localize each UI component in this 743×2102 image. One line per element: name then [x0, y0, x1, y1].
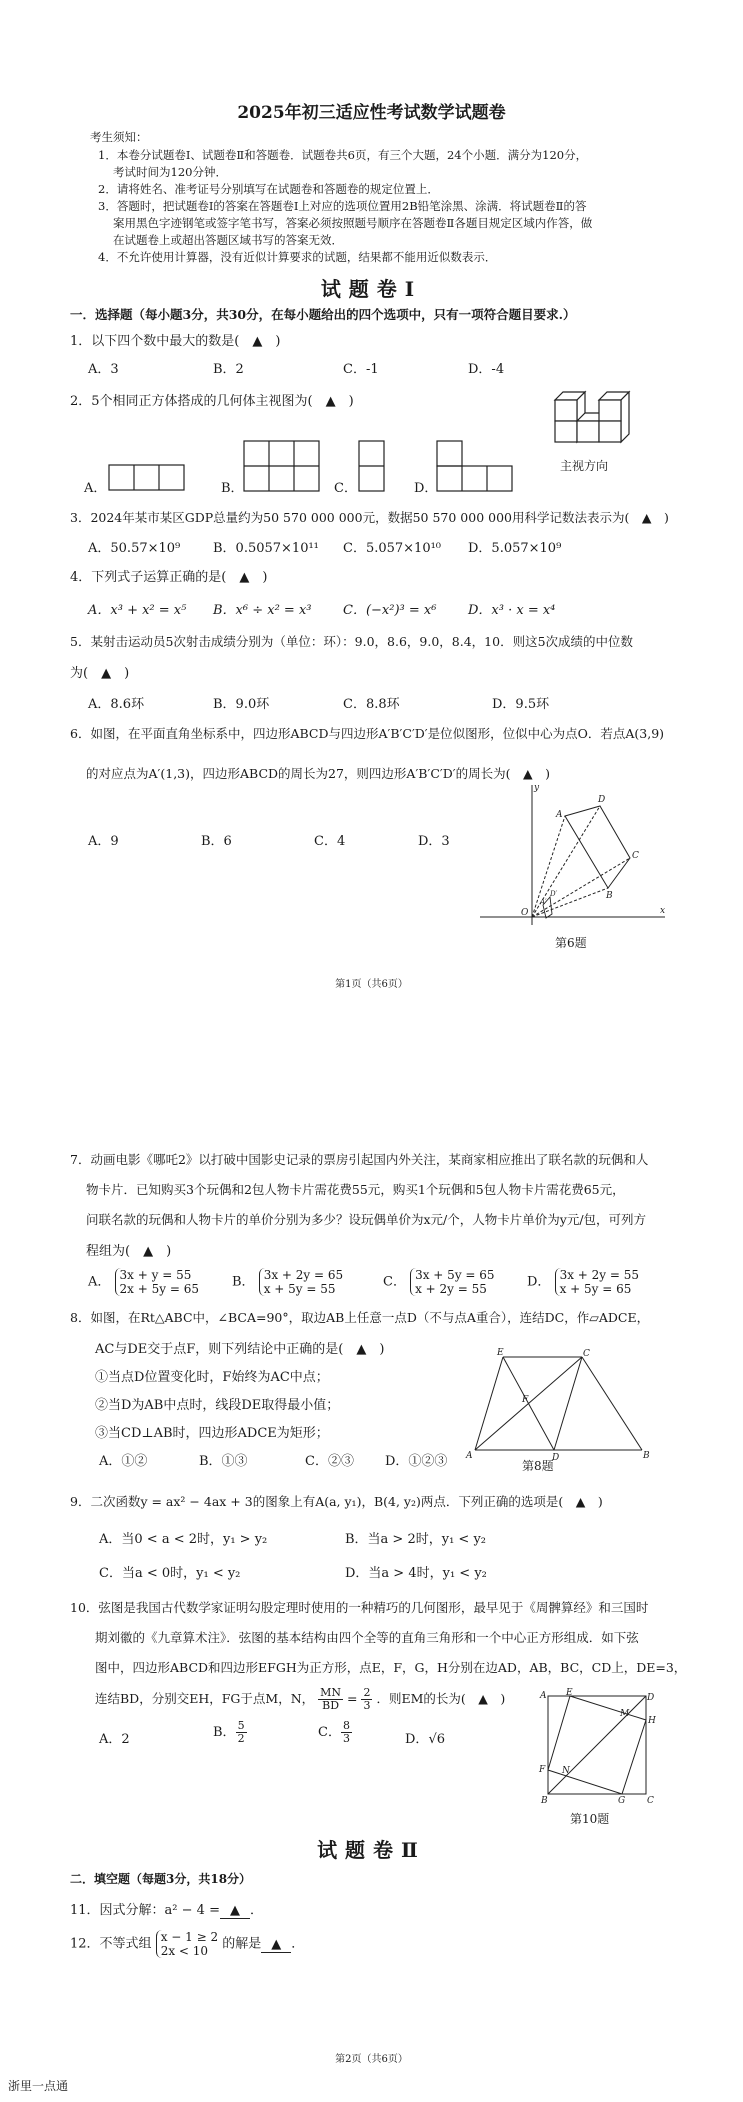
- q4-stem: 4．下列式子运算正确的是( ▲ ): [70, 570, 268, 585]
- q11-answer-blank: ▲: [220, 1903, 250, 1919]
- q9-option-d: D．当a > 4时，y₁ < y₂: [345, 1566, 487, 1581]
- q10-stem: 10．弦图是我国古代数学家证明勾股定理时使用的一种精巧的几何图形，最早见于《周髀算经》和三国时: [70, 1600, 649, 1615]
- q3-option-c: C．5.057×10¹⁰: [343, 541, 442, 556]
- q2-solid-figure: [553, 383, 643, 443]
- q7-stem: 7．动画电影《哪吒2》以打破中国影史记录的票房引起国内外关注，某商家相应推出了联名款的玩偶和人: [70, 1152, 649, 1167]
- q1-option-b: B．2: [213, 362, 244, 377]
- notice-line: 在试题卷上或超出答题区域书写的答案无效．: [113, 233, 343, 247]
- q2-option-a-label: A．: [84, 481, 107, 496]
- svg-text:D: D: [647, 1693, 655, 1703]
- q9-option-b: B．当a > 2时，y₁ < y₂: [345, 1532, 487, 1547]
- notice-line: 案用黑色字迹钢笔或签字笔书写，答案必须按照题号顺序在答题卷Ⅱ各题目规定区域内作答，做: [113, 216, 593, 230]
- svg-text:D′: D′: [550, 890, 558, 898]
- q4-option-a: A．x³ + x² = x⁵: [88, 603, 187, 618]
- q1-option-d: D．-4: [468, 362, 505, 377]
- svg-text:H: H: [648, 1716, 656, 1726]
- q5-stem-cont: 为( ▲ ): [70, 666, 130, 681]
- svg-text:E: E: [566, 1688, 573, 1698]
- page1-number: 第1页（共6页）: [335, 979, 408, 990]
- q2-option-c-figure: [358, 440, 388, 495]
- svg-text:D: D: [552, 1453, 560, 1463]
- q9-stem: 9．二次函数y = ax² − 4ax + 3的图象上有A(a, y₁)，B(4, y₂)两点．下列正确的选项是( ▲ ): [70, 1494, 603, 1509]
- svg-text:A′: A′: [540, 898, 547, 906]
- q5-option-b: B．9.0环: [213, 697, 270, 712]
- q8-stem: 8．如图，在Rt△ABC中，∠BCA=90°，取边AB上任意一点D（不与点A重合），连结DC，作▱ADCE，: [70, 1310, 650, 1325]
- q2-option-d-label: D．: [414, 481, 438, 496]
- svg-text:N: N: [562, 1766, 570, 1776]
- svg-text:x: x: [660, 906, 666, 916]
- part1-title: 试题卷Ⅰ: [320, 277, 423, 301]
- q7-stem-cont: 物卡片．已知购买3个玩偶和2包人物卡片需花费55元，购买1个玩偶和5包人物卡片需花费65元，: [86, 1182, 625, 1197]
- q6-stem-cont: 的对应点为A′(1,3)，四边形ABCD的周长为27，则四边形A′B′C′D′的周长为( ▲ ): [86, 766, 550, 781]
- watermark-text: 浙里一点通: [8, 2079, 69, 2093]
- q10-option-c: C． $\frac{8}{3}$: [318, 1719, 350, 1745]
- exam-title: 2025年初三适应性考试数学试题卷: [237, 103, 506, 123]
- q11-stem: 11．因式分解：a² − 4 = ▲ ．: [70, 1903, 263, 1918]
- q8-statement-2: ②当D为AB中点时，线段DE取得最小值；: [95, 1398, 340, 1413]
- q10-option-a: A．2: [99, 1732, 130, 1747]
- svg-text:C: C: [583, 1349, 590, 1359]
- q8-figure: [466, 1348, 660, 1463]
- svg-text:B: B: [643, 1451, 650, 1461]
- q6-option-b: B．6: [201, 834, 232, 849]
- q2-view-label: 主视方向: [560, 459, 609, 473]
- q7-option-c: C． 3x + 5y = 65 x + 2y = 55: [383, 1268, 495, 1296]
- svg-text:C: C: [647, 1796, 654, 1806]
- q4-option-c: C．(−x²)³ = x⁶: [343, 603, 437, 618]
- q5-option-a: A．8.6环: [88, 697, 145, 712]
- q4-option-d: D．x³ · x = x⁴: [468, 603, 556, 618]
- q3-stem: 3．2024年某市某区GDP总量约为50 570 000 000元，数据50 570 000 000用科学记数法表示为( ▲ ): [70, 510, 669, 525]
- q12-answer-blank: ▲: [261, 1937, 291, 1953]
- q9-option-c: C．当a < 0时，y₁ < y₂: [99, 1566, 241, 1581]
- q7-stem-cont: 问联名款的玩偶和人物卡片的单价分别为多少？设玩偶单价为x元/个，人物卡片单价为y元/包，可列方: [86, 1212, 647, 1227]
- q6-option-a: A．9: [88, 834, 119, 849]
- q10-option-d: D．√6: [405, 1732, 445, 1747]
- q1-option-c: C．-1: [343, 362, 379, 377]
- q6-figure-label: 第6题: [555, 936, 587, 950]
- svg-text:C: C: [632, 851, 639, 861]
- q10-stem-cont: 期刘徽的《九章算术注》．弦图的基本结构由四个全等的直角三角形和一个中心正方形组成．如下弦: [95, 1630, 639, 1645]
- q5-stem: 5．某射击运动员5次射击成绩分别为（单位：环）：9.0，8.6，9.0，8.4，10．则这5次成绩的中位数: [70, 634, 634, 649]
- q8-option-d: D．①②③: [385, 1454, 448, 1469]
- q5-option-d: D．9.5环: [492, 697, 550, 712]
- q12-stem: 12．不等式组 x − 1 ≥ 2 2x < 10 的解是 ▲ ．: [70, 1930, 305, 1958]
- q6-option-d: D．3: [418, 834, 450, 849]
- q10-stem-cont: 图中，四边形ABCD和四边形EFGH为正方形，点E，F，G，H分别在边AD，AB，BC，CD上，DE=3，: [95, 1660, 687, 1675]
- svg-text:M: M: [620, 1709, 630, 1719]
- q8-option-a: A．①②: [99, 1454, 148, 1469]
- q8-statement-1: ①当点D位置变化时，F始终为AC中点；: [95, 1370, 329, 1385]
- svg-text:B: B: [541, 1796, 548, 1806]
- q8-option-c: C．②③: [305, 1454, 354, 1469]
- q10-option-b: B． $\frac{5}{2}$: [213, 1719, 245, 1745]
- notice-line: 1．本卷分试题卷Ⅰ、试题卷Ⅱ和答题卷．试题卷共6页，有三个大题，24个小题．满分为120分，: [98, 148, 588, 162]
- q2-option-a-figure: [108, 464, 188, 494]
- section2-heading: 二．填空题（每题3分，共18分）: [70, 1872, 252, 1886]
- svg-text:A: A: [466, 1451, 473, 1461]
- svg-text:A: A: [540, 1691, 547, 1701]
- q8-option-b: B．①③: [199, 1454, 248, 1469]
- notice-line: 4．不允许使用计算器，没有近似计算要求的试题，结果都不能用近似数表示．: [98, 250, 497, 264]
- page-2: [0, 1100, 743, 2102]
- q2-option-d-figure: [436, 440, 516, 495]
- q7-option-d: D． 3x + 2y = 55 x + 5y = 65: [527, 1268, 640, 1296]
- q7-option-b: B． 3x + 2y = 65 x + 5y = 55: [232, 1268, 344, 1296]
- notice-line: 2．请将姓名、准考证号分别填写在试题卷和答题卷的规定位置上．: [98, 182, 439, 196]
- q7-stem-cont: 程组为( ▲ ): [86, 1244, 172, 1259]
- q2-option-c-label: C．: [334, 481, 357, 496]
- q6-homothety-figure: [470, 780, 670, 930]
- q6-option-c: C．4: [314, 834, 346, 849]
- svg-text:O: O: [521, 908, 529, 918]
- q10-stem-last: 连结BD，分别交EH，FG于点M，N， $\frac{MN}{BD}$ = $\frac{2}{3}$ ．则EM的长为( ▲ ): [95, 1686, 506, 1712]
- q8-figure-label: 第8题: [522, 1459, 554, 1473]
- notice-line: 考试时间为120分钟．: [113, 165, 227, 179]
- q3-option-d: D．5.057×10⁹: [468, 541, 562, 556]
- q1-stem: 1．以下四个数中最大的数是( ▲ ): [70, 334, 281, 349]
- svg-text:G: G: [618, 1796, 626, 1806]
- page2-number: 第2页（共6页）: [335, 2054, 408, 2065]
- q3-option-b: B．0.5057×10¹¹: [213, 541, 319, 556]
- q8-stem-cont: AC与DE交于点F，则下列结论中正确的是( ▲ ): [95, 1342, 385, 1357]
- q9-option-a: A．当0 < a < 2时，y₁ > y₂: [99, 1532, 268, 1547]
- q4-option-b: B．x⁶ ÷ x² = x³: [213, 603, 312, 618]
- q1-option-a: A．3: [88, 362, 119, 377]
- svg-text:D: D: [598, 795, 606, 805]
- q7-option-a: A． 3x + y = 55 2x + 5y = 65: [88, 1268, 199, 1296]
- q2-stem: 2．5个相同正方体搭成的几何体主视图为( ▲ ): [70, 394, 354, 409]
- notice-title: 考生须知：: [90, 130, 148, 144]
- q8-statement-3: ③当CD⊥AB时，四边形ADCE为矩形；: [95, 1426, 329, 1441]
- svg-text:F: F: [539, 1765, 546, 1775]
- notice-line: 3．答题时，把试题卷Ⅰ的答案在答题卷Ⅰ上对应的选项位置用2B铅笔涂黑、涂满．将试题卷Ⅱ的答: [98, 199, 587, 213]
- svg-text:A: A: [556, 810, 563, 820]
- svg-text:y: y: [534, 783, 540, 793]
- part2-title: 试题卷Ⅱ: [317, 1838, 426, 1862]
- q10-figure-label: 第10题: [570, 1812, 610, 1826]
- page-1: [0, 0, 743, 1000]
- svg-text:B: B: [606, 891, 613, 901]
- q5-option-c: C．8.8环: [343, 697, 400, 712]
- svg-text:F: F: [522, 1395, 529, 1405]
- section1-heading: 一．选择题（每小题3分，共30分，在每小题给出的四个选项中，只有一项符合题目要求.）: [70, 307, 576, 322]
- q10-chord-figure: [540, 1690, 660, 1805]
- q2-option-b-figure: [243, 440, 323, 495]
- svg-text:E: E: [497, 1348, 504, 1358]
- view-direction-arrow: [553, 428, 558, 444]
- q2-option-b-label: B．: [221, 481, 244, 496]
- q3-option-a: A．50.57×10⁹: [88, 541, 181, 556]
- q6-stem: 6．如图，在平面直角坐标系中，四边形ABCD与四边形A′B′C′D′是位似图形，位似中心为点O．若点A(3,9): [70, 726, 665, 741]
